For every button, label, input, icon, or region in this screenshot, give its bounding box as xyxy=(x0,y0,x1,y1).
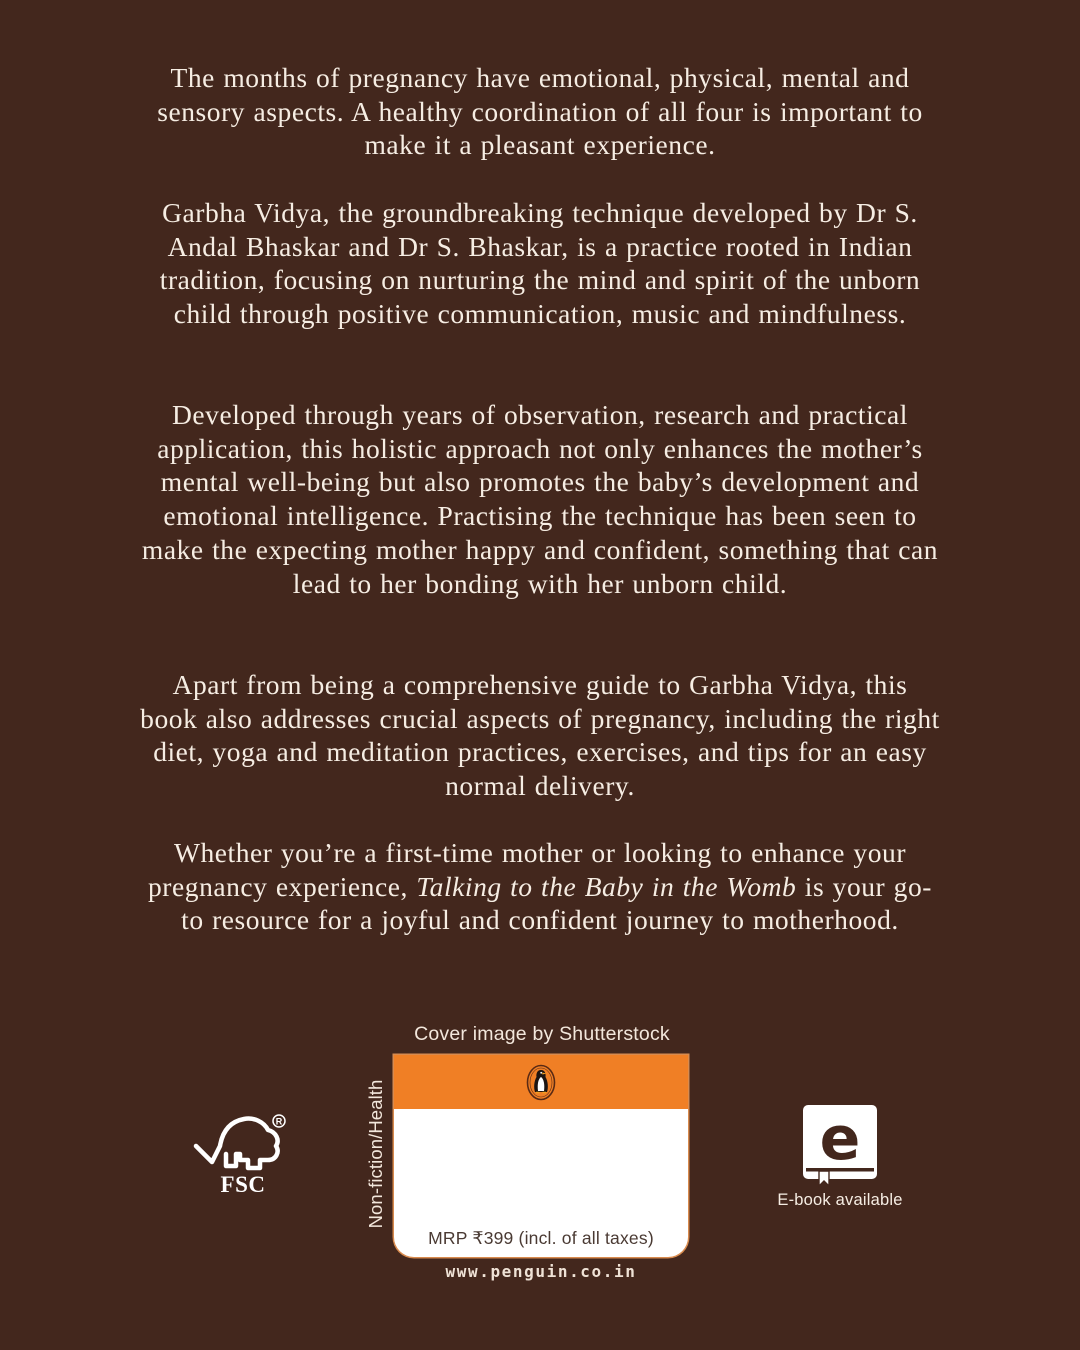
price-card xyxy=(394,1055,688,1257)
blurb-paragraph-5 xyxy=(140,836,940,937)
blurb-text: Developed through years of observation, research and practical application, this holistic approach not only enhances the mother’s mental well-being but also promotes the baby’s development and emotional intelligence. Practising the technique has been seen to make the expecting mother happy and confident, something that can lead to her bonding with her unborn child. xyxy=(141,399,939,599)
price-label: MRP ₹399 (incl. of all taxes) xyxy=(428,1228,654,1248)
fsc-badge xyxy=(192,1110,292,1202)
ebook-icon xyxy=(803,1104,877,1188)
blurb-paragraph-1 xyxy=(140,61,940,162)
ebook-badge xyxy=(770,1104,910,1214)
blurb-text xyxy=(140,836,940,937)
blurb-paragraph-2 xyxy=(140,196,940,331)
publisher-website[interactable]: www.penguin.co.in xyxy=(445,1262,637,1281)
penguin-logo-icon xyxy=(526,1064,556,1101)
genre-label: Non-fiction/Health xyxy=(365,1079,386,1229)
blurb-paragraph-3 xyxy=(140,398,940,600)
cover-image-credit: Cover image by Shutterstock xyxy=(414,1023,670,1045)
blurb-text-before: Whether you’re a first-time mother or looking to enhance your pregnancy experience, xyxy=(148,837,907,902)
ebook-e-glyph: e xyxy=(819,1104,861,1174)
penguin-orange-band xyxy=(394,1055,688,1109)
registered-mark: R xyxy=(275,1116,283,1127)
fsc-tree-check-icon xyxy=(192,1110,292,1174)
book-title-italic: Talking to the Baby in the Womb xyxy=(416,870,797,902)
ebook-label: E-book available xyxy=(777,1191,903,1209)
blurb-paragraph-4 xyxy=(140,668,940,803)
fsc-label: FSC xyxy=(220,1172,266,1197)
blurb-text: Garbha Vidya, the groundbreaking technique developed by Dr S. Andal Bhaskar and Dr S. Bhaskar, is a practice rooted in Indian tradition, focusing on nurturing the mind and spirit of the unborn child through positive communication, music and mindfulness. xyxy=(159,197,921,330)
blurb-text: The months of pregnancy have emotional, physical, mental and sensory aspects. A healthy coordination of all four is important to make it a pleasant experience. xyxy=(157,62,923,161)
blurb-text: Apart from being a comprehensive guide to Garbha Vidya, this book also addresses crucial aspects of pregnancy, including the right diet, yoga and meditation practices, exercises, and tips for an easy normal delivery. xyxy=(140,669,940,802)
blurb-text-after: is your go-to resource for a joyful and confident journey to motherhood. xyxy=(181,870,932,936)
